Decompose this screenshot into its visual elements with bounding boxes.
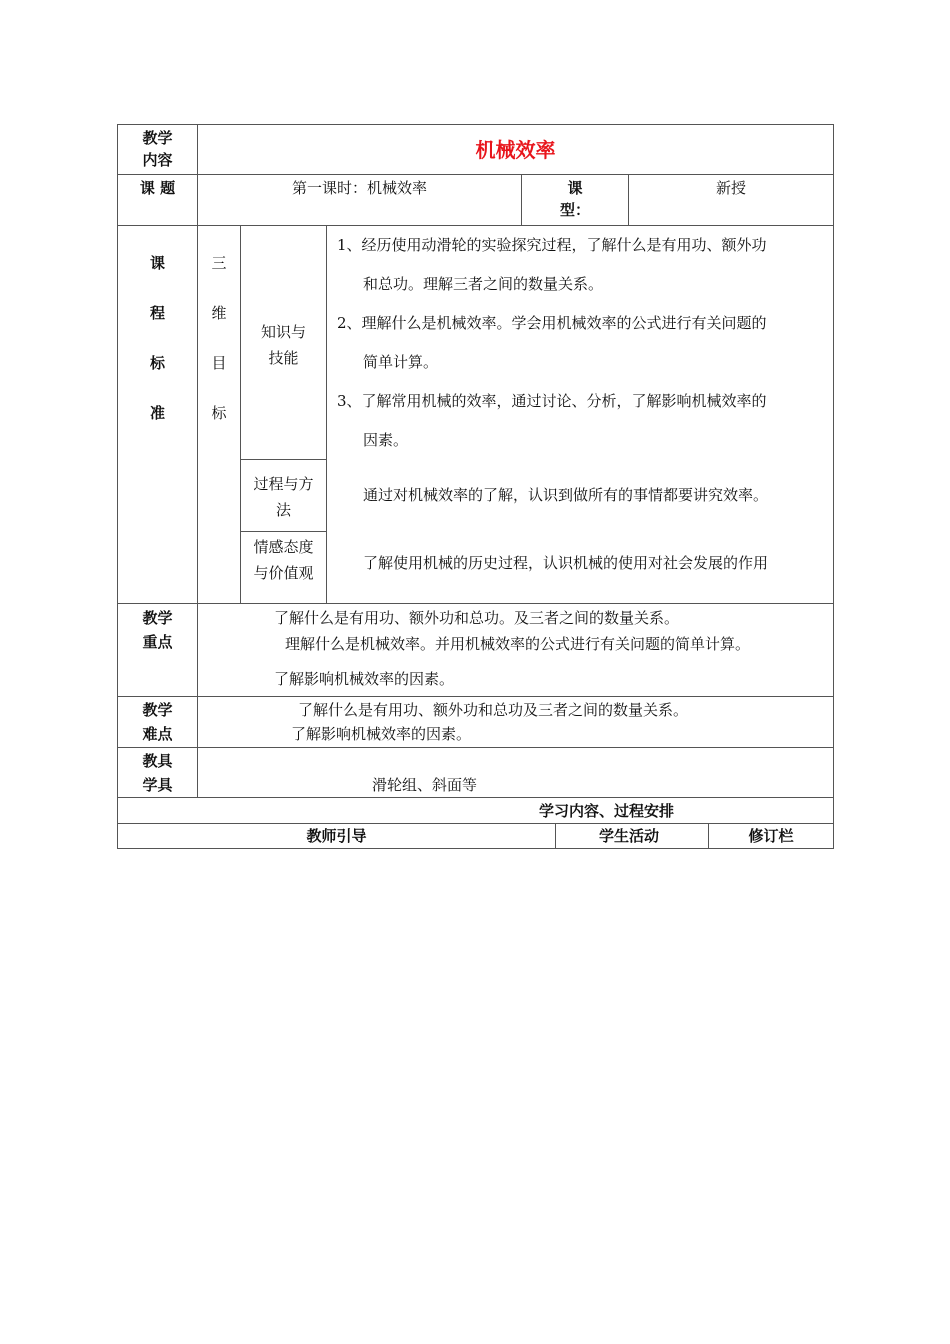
arrangement-heading: 学习内容、过程安排 xyxy=(539,801,675,820)
tools-label-cell xyxy=(118,748,198,798)
process-label-line1: 过程与方 xyxy=(253,475,314,493)
key-point-3: 了解影响机械效率的因素。 xyxy=(274,670,455,688)
lesson-type-label-line1: 课 xyxy=(567,179,583,197)
dimension-label-char: 三 xyxy=(211,254,227,272)
lesson-title-cell xyxy=(198,125,834,175)
difficulties-label-line1: 教学 xyxy=(142,701,173,719)
knowledge-objective-2: 2、理解什么是机械效率。学会用机械效率的公式进行有关问题的 简单计算。 xyxy=(337,314,767,371)
dimension-label-char: 维 xyxy=(211,304,227,322)
lesson-type-value: 新授 xyxy=(716,179,747,197)
standards-label-char: 准 xyxy=(149,404,165,422)
difficulty-1: 了解什么是有用功、额外功和总功及三者之间的数量关系。 xyxy=(298,701,689,719)
process-objective: 通过对机械效率的了解，认识到做所有的事情都要讲究效率。 xyxy=(363,486,769,504)
knowledge-label-line2: 技能 xyxy=(268,349,299,367)
key-point-2: 理解什么是机械效率。并用机械效率的公式进行有关问题的简单计算。 xyxy=(285,635,751,653)
process-label-line2: 法 xyxy=(275,501,291,519)
arrangement-heading-cell xyxy=(118,798,834,824)
key-points-label-cell xyxy=(118,604,198,697)
topic-label-cell xyxy=(118,175,198,226)
attitude-label-line2: 与价值观 xyxy=(253,564,314,582)
difficulties-label-cell xyxy=(118,697,198,748)
tools-cell xyxy=(198,748,834,798)
standards-label-char: 标 xyxy=(149,354,165,372)
objectives-cell xyxy=(327,226,834,604)
standards-label-char: 程 xyxy=(149,304,165,322)
tools-label-line1: 教具 xyxy=(142,752,173,770)
attitude-objective: 了解使用机械的历史过程，认识机械的使用对社会发展的作用 xyxy=(363,554,769,572)
key-points-cell xyxy=(198,604,834,697)
dimension-label-char: 标 xyxy=(211,404,227,422)
topic-value-cell xyxy=(198,175,522,226)
content-label-line1: 教学 xyxy=(142,129,173,147)
key-point-1: 了解什么是有用功、额外功和总功。及三者之间的数量关系。 xyxy=(274,609,680,627)
attitude-label-line1: 情感态度 xyxy=(253,538,314,556)
knowledge-label-line1: 知识与 xyxy=(260,323,306,341)
lesson-title: 机械效率 xyxy=(475,137,556,162)
dimension-label-char: 目 xyxy=(211,354,227,372)
teacher-guidance-header: 教师引导 xyxy=(118,824,556,849)
tools-value: 滑轮组、斜面等 xyxy=(372,776,478,794)
lesson-plan-table xyxy=(117,124,834,849)
topic-value: 第一课时：机械效率 xyxy=(291,179,427,197)
dimension-label-cell xyxy=(198,226,241,604)
difficulties-label-line2: 难点 xyxy=(142,725,173,743)
standards-label-cell xyxy=(118,226,198,604)
student-activity-header: 学生活动 xyxy=(556,824,709,849)
topic-label: 课 题 xyxy=(139,179,176,197)
key-points-label-line1: 教学 xyxy=(142,609,173,627)
difficulties-cell xyxy=(198,697,834,748)
knowledge-objective-3: 3、了解常用机械的效率，通过讨论、分析，了解影响机械效率的 因素。 xyxy=(337,392,767,449)
process-label-cell xyxy=(241,460,327,532)
content-label-cell xyxy=(118,125,198,175)
knowledge-label-cell xyxy=(241,226,327,460)
key-points-label-line2: 重点 xyxy=(142,633,173,651)
content-label-line2: 内容 xyxy=(142,151,173,169)
tools-label-line2: 学具 xyxy=(142,776,173,794)
standards-label-char: 课 xyxy=(149,254,165,272)
attitude-label-cell xyxy=(241,532,327,604)
lesson-type-label-line2: 型： xyxy=(559,201,590,219)
revision-header: 修订栏 xyxy=(709,824,834,849)
lesson-type-label-cell xyxy=(522,175,629,226)
knowledge-objective-1: 1、经历使用动滑轮的实验探究过程，了解什么是有用功、额外功 和总功。理解三者之间的数量关系。 xyxy=(337,236,767,293)
difficulty-2: 了解影响机械效率的因素。 xyxy=(291,725,472,743)
lesson-type-value-cell xyxy=(629,175,834,226)
